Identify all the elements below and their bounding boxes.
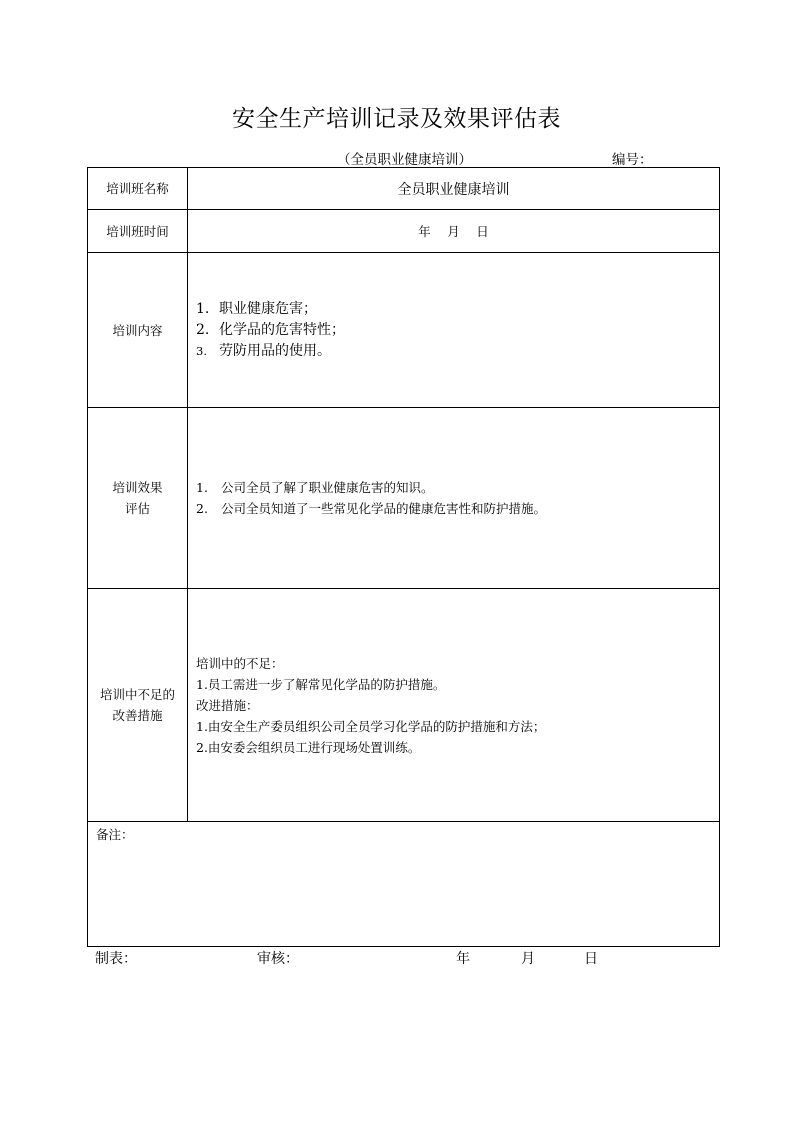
label-line: 改善措施	[112, 708, 163, 723]
training-record-table	[87, 167, 720, 947]
training-content-label: 培训内容	[88, 253, 188, 408]
table-row-class-time	[88, 210, 720, 253]
page-title: 安全生产培训记录及效果评估表	[232, 106, 561, 132]
list-number: 2.	[196, 321, 210, 338]
reviewed-by-label: 审核：	[257, 951, 299, 967]
list-number: 1.	[196, 480, 208, 495]
improvement-value[interactable]	[188, 589, 720, 822]
effect-evaluation-list	[188, 477, 719, 519]
serial-number-label: 编号：	[612, 152, 653, 168]
label-line: 培训中不足的	[99, 687, 175, 702]
prepared-by-label: 制表：	[95, 951, 137, 967]
class-time-value[interactable]: 年 月 日	[188, 210, 720, 253]
list-text: 职业健康危害；	[219, 300, 317, 317]
list-number: 2.	[196, 501, 208, 516]
date-month-label: 月	[521, 951, 535, 967]
class-name-label: 培训班名称	[88, 168, 188, 210]
list-item	[196, 498, 719, 519]
table-row-effect-evaluation	[88, 408, 720, 589]
list-number: 1.	[196, 300, 210, 317]
class-name-value[interactable]: 全员职业健康培训	[188, 168, 720, 210]
text-line: 改进措施：	[196, 697, 259, 713]
table-row-training-content	[88, 253, 720, 408]
list-text: 劳防用品的使用。	[219, 342, 331, 359]
list-item	[196, 320, 719, 341]
date-day-label: 日	[584, 951, 598, 967]
training-content-value[interactable]	[188, 253, 720, 408]
list-item	[196, 477, 719, 498]
training-content-list	[188, 299, 719, 362]
table-row-class-name	[88, 168, 720, 210]
list-text: 化学品的危害特性；	[219, 321, 345, 338]
text-line: 1.员工需进一步了解常见化学品的防护措施。	[196, 676, 446, 692]
list-text: 公司全员了解了职业健康危害的知识。	[221, 480, 434, 495]
table-row-improvement	[88, 589, 720, 822]
text-line: 1.由安全生产委员组织公司全员学习化学品的防护措施和方法；	[196, 718, 546, 734]
class-time-label: 培训班时间	[88, 210, 188, 253]
text-line: 2.由安委会组织员工进行现场处置训练。	[196, 739, 421, 755]
list-item	[196, 299, 719, 320]
remarks-label: 备注：	[96, 827, 134, 842]
improvement-label	[88, 589, 188, 822]
effect-evaluation-value[interactable]	[188, 408, 720, 589]
list-text: 公司全员知道了一些常见化学品的健康危害性和防护措施。	[221, 501, 547, 516]
list-number: 3.	[196, 343, 207, 358]
improvement-text	[188, 653, 719, 758]
label-line: 培训效果	[112, 480, 163, 495]
label-line: 评估	[124, 501, 150, 516]
list-item	[196, 341, 719, 362]
remarks-cell[interactable]	[88, 822, 720, 947]
effect-evaluation-label	[88, 408, 188, 589]
table-row-remarks	[88, 822, 720, 947]
text-line: 培训中的不足：	[196, 655, 284, 671]
subtitle: （全员职业健康培训）	[337, 152, 472, 168]
date-year-label: 年	[456, 951, 470, 967]
